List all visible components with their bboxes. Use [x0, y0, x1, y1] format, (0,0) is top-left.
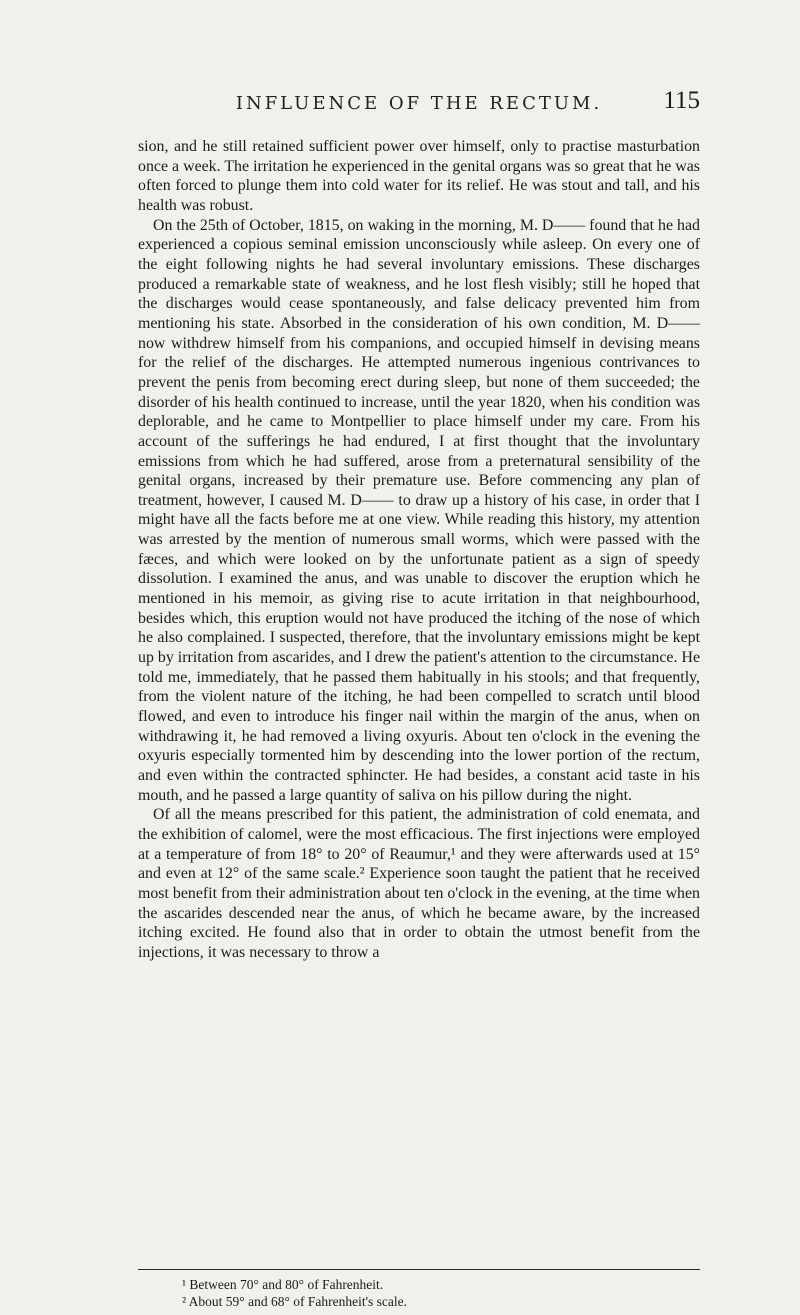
footnote: ² About 59° and 68° of Fahrenheit's scale.	[182, 1294, 407, 1309]
page-header	[138, 87, 700, 123]
paragraph: sion, and he still retained sufficient power over himself, only to practise masturbation once a week. The irritation he experienced in the genital organs was so great that he was often forced to plunge them into cold water for its relief. He was stout and tall, and his health was robust.	[138, 138, 700, 214]
footnotes	[138, 1276, 700, 1310]
paragraph: Of all the means prescribed for this patient, the administration of cold enemata, and the exhibition of calomel, were the most efficacious. The first injections were employed at a temperature of from 18° to 20° of Reaumur,¹ and they were afterwards used at 15° and even at 12° of the same scale.² Experience soon taught the patient that he received most benefit from their administration about ten o'clock in the evening, at the time when the ascarides descended near the anus, of which he became aware, by the increased itching excited. He found also that in order to obtain the utmost benefit from the injections, it was necessary to throw a	[138, 806, 700, 961]
body-text	[138, 137, 700, 963]
paragraph: On the 25th of October, 1815, on waking in the morning, M. D—— found that he had experienced a copious seminal emission unconsciously while asleep. On every one of the eight following nights he had several involuntary emissions. These discharges produced a remarkable state of weakness, and he lost flesh visibly; still he hoped that the discharges would cease spontaneously, and false delicacy prevented him from mentioning his state. Absorbed in the consideration of his own condition, M. D—— now withdrew himself from his companions, and occupied himself in devising means for the relief of the discharges. He attempted numerous ingenious contrivances to prevent the penis from becoming erect during sleep, but none of them succeeded; the disorder of his health continued to increase, until the year 1820, when his condition was deplorable, and he came to Montpellier to place himself under my care. From his account of the sufferings he had endured, I at first thought that the involuntary emissions from which he had suffered, arose from a preternatural sensibility of the genital organs, increased by their premature use. Before commencing any plan of treatment, however, I caused M. D—— to draw up a history of his case, in order that I might have all the facts before me at one view. While reading this history, my attention was arrested by the mention of numerous small worms, which were passed with the fæces, and which were looked on by the unfortunate patient as a sign of speedy dissolution. I examined the anus, and was unable to discover the eruption which he mentioned in his memoir, as giving rise to acute irritation in that neighbourhood, besides which, this eruption would not have produced the itching of the nose of which he also complained. I suspected, therefore, that the involuntary emissions might be kept up by irritation from ascarides, and I drew the patient's attention to the circumstance. He told me, immediately, that he passed them habitually in his stools; and that frequently, from the violent nature of the itching, he had been compelled to scratch until blood flowed, and even to introduce his finger nail within the margin of the anus, when on withdrawing it, he had removed a living oxyuris. About ten o'clock in the evening the oxyuris especially tormented him by descending into the lower portion of the rectum, and even within the contracted sphincter. He had besides, a constant acid taste in his mouth, and he passed a large quantity of saliva on his pillow during the night.	[138, 216, 700, 804]
footnote: ¹ Between 70° and 80° of Fahrenheit.	[182, 1277, 384, 1292]
page-number: 115	[663, 87, 700, 114]
running-head: INFLUENCE OF THE RECTUM.	[235, 93, 603, 114]
footnote-divider	[138, 1269, 700, 1270]
